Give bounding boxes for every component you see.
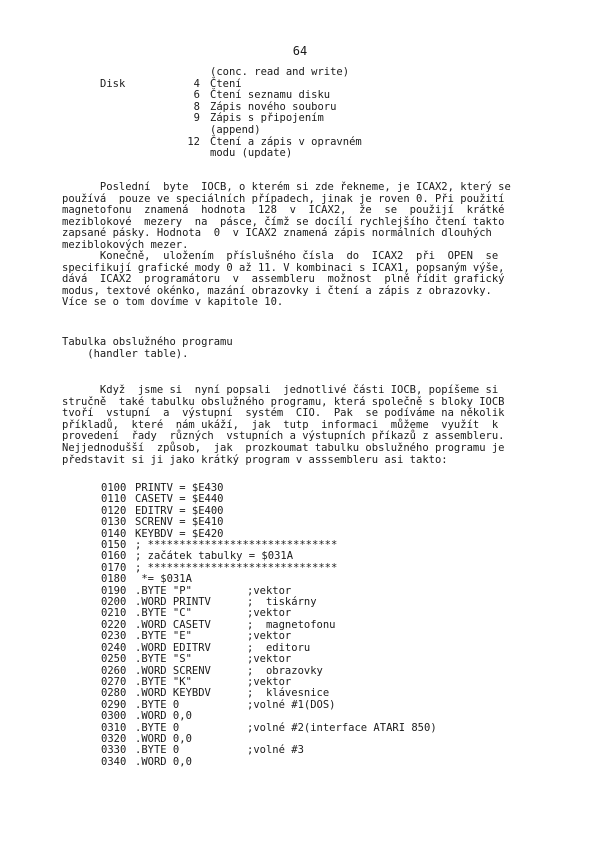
code-instruction: .WORD EDITRV — [135, 641, 211, 654]
code-line-number: 0300 — [101, 710, 127, 723]
code-instruction: .BYTE "P" — [135, 584, 192, 597]
disk-table-device — [100, 67, 168, 79]
disk-table-command-number: 6 — [193, 89, 200, 102]
code-line-number: 0100 — [101, 482, 127, 494]
disk-table-device — [100, 90, 168, 102]
code-line-number: 0270 — [101, 675, 127, 688]
disk-table-description: Zápis nového souboru — [210, 100, 337, 113]
text-line: zapsané pásky. Hodnota 0 v ICAX2 znamená zápis normálních dlouhých — [62, 227, 492, 240]
code-comment: ;vektor — [247, 630, 292, 643]
section-heading — [62, 337, 233, 360]
disk-command-table — [100, 67, 362, 160]
code-comment: ;volné #2(interface ATARI 850) — [247, 721, 437, 734]
code-line-number: 0330 — [101, 744, 127, 757]
code-line — [101, 631, 437, 642]
code-comment: ;volné #1(DOS) — [247, 698, 336, 711]
code-line-number: 0320 — [101, 732, 127, 745]
disk-table-row — [100, 148, 362, 160]
code-instruction: SCRENV = $E410 — [135, 516, 224, 529]
code-line-number: 0190 — [101, 584, 127, 597]
code-comment: ; editoru — [247, 641, 311, 654]
text-line: používá pouze ve speciálních případech, jinak je roven 0. Při použití — [62, 192, 505, 205]
code-line-number: 0130 — [101, 516, 127, 529]
code-line-number: 0110 — [101, 493, 127, 506]
text-line: Poslední byte IOCB, o kterém si zde řekneme, je ICAX2, který se — [62, 181, 511, 193]
code-comment: ;vektor — [247, 584, 292, 597]
text-line: stručně také tabulku obslužného programu, která společně s bloky IOCB — [62, 395, 505, 408]
disk-table-command-number — [168, 125, 210, 137]
disk-table-command-number: 4 — [193, 77, 200, 90]
paragraph-icax2 — [62, 182, 557, 252]
code-line-number: 0310 — [101, 721, 127, 734]
disk-table-command-number: 9 — [193, 112, 200, 125]
paragraph-graphics-modes — [62, 251, 557, 309]
code-line-number: 0290 — [101, 698, 127, 711]
code-line-number: 0200 — [101, 596, 127, 609]
code-instruction: ; ****************************** — [135, 561, 338, 574]
assembler-listing — [101, 483, 437, 768]
disk-table-device — [100, 137, 168, 149]
text-line: meziblokové mezery na pásce, čímž se docílí rychlejšího čtení takto — [62, 215, 505, 228]
code-instruction: *= $031A — [135, 573, 192, 586]
code-instruction: .BYTE 0 — [135, 698, 180, 711]
code-instruction: .BYTE "C" — [135, 607, 192, 620]
disk-table-command-number: 12 — [187, 135, 200, 148]
section-heading-line2: (handler table). — [62, 347, 189, 360]
code-instruction: .WORD KEYBDV — [135, 687, 211, 700]
code-line — [101, 711, 437, 722]
code-instruction: .WORD 0,0 — [135, 732, 192, 745]
code-instruction: ; ****************************** — [135, 539, 338, 552]
code-instruction: .WORD SCRENV — [135, 664, 211, 677]
code-line-number: 0220 — [101, 618, 127, 631]
code-line — [101, 757, 437, 768]
code-line-number: 0340 — [101, 755, 127, 768]
text-line: specifikují grafické mody 0 až 11. V kombinaci s ICAX1, popsaným výše, — [62, 261, 505, 274]
text-line: Konečně, uložením příslušného čísla do ICAX2 při OPEN se — [62, 250, 499, 262]
code-line — [101, 654, 437, 665]
section-heading-line1: Tabulka obslužného programu — [62, 336, 233, 348]
page-number: 64 — [292, 44, 308, 58]
disk-table-description: Čtení a zápis v opravném — [210, 135, 362, 148]
code-line-number: 0170 — [101, 561, 127, 574]
disk-table-device — [100, 148, 168, 160]
disk-table-description: Čtení — [210, 77, 242, 90]
text-line: Více se o tom dovíme v kapitole 10. — [62, 296, 284, 309]
code-instruction: .BYTE "E" — [135, 630, 192, 643]
disk-table-device — [100, 125, 168, 137]
code-instruction: .WORD 0,0 — [135, 710, 192, 723]
disk-table-description: modu (update) — [210, 147, 293, 160]
disk-table-command-number: 8 — [193, 100, 200, 113]
disk-table-device — [100, 102, 168, 114]
code-line-number: 0230 — [101, 630, 127, 643]
code-instruction: .WORD PRINTV — [135, 596, 211, 609]
code-line — [101, 517, 437, 528]
disk-table-command-number — [168, 148, 210, 160]
text-line: dává ICAX2 programátoru v assembleru možnost plně řídit grafický — [62, 273, 505, 286]
code-comment: ; tiskárny — [247, 596, 317, 609]
code-instruction: .BYTE "K" — [135, 675, 192, 688]
code-line-number: 0140 — [101, 527, 127, 540]
disk-table-description: (conc. read and write) — [210, 66, 350, 78]
text-line: příkladů, které nám ukáží, jak tutp informaci můžeme využít k — [62, 418, 499, 431]
code-comment: ;vektor — [247, 675, 292, 688]
code-instruction: .BYTE 0 — [135, 721, 180, 734]
disk-table-description: (append) — [210, 123, 261, 136]
text-line: magnetofonu znamená hodnota 128 v ICAX2, že se použijí krátké — [62, 204, 505, 217]
code-instruction: ; začátek tabulky = $031A — [135, 550, 294, 563]
code-instruction: .WORD CASETV — [135, 618, 211, 631]
code-line-number: 0250 — [101, 653, 127, 666]
text-line: provedení řady různých vstupních a výstupních příkazů z assembleru. — [62, 430, 505, 443]
paragraph-handler-intro — [62, 385, 557, 466]
code-comment: ; klávesnice — [247, 687, 330, 700]
code-instruction: CASETV = $E440 — [135, 493, 224, 506]
code-comment: ;volné #3 — [247, 744, 304, 757]
code-line — [101, 688, 437, 699]
code-comment: ;vektor — [247, 607, 292, 620]
code-instruction: .WORD 0,0 — [135, 755, 192, 768]
text-line: tvoří vstupní a výstupní systém CIO. Pak se podíváme na několik — [62, 407, 505, 420]
code-instruction: EDITRV = $E400 — [135, 504, 224, 517]
code-comment: ; magnetofonu — [247, 618, 336, 631]
disk-table-device: Disk — [100, 77, 126, 90]
disk-table-description: Zápis s připojením — [210, 112, 324, 125]
code-instruction: PRINTV = $E430 — [135, 482, 224, 494]
text-line: představit si ji jako krátký program v asssembleru asi takto: — [62, 453, 448, 466]
code-line-number: 0280 — [101, 687, 127, 700]
code-line-number: 0180 — [101, 573, 127, 586]
code-instruction: .BYTE "S" — [135, 653, 192, 666]
text-line: Když jsme si nyní popsali jednotlivé části IOCB, popíšeme si — [62, 384, 499, 396]
text-line: modus, textové okénko, mazání obrazovky i čtení a zápis z obrazovky. — [62, 284, 492, 297]
disk-table-description: Čtení seznamu disku — [210, 89, 331, 102]
code-line-number: 0120 — [101, 504, 127, 517]
code-line-number: 0160 — [101, 550, 127, 563]
code-comment: ;vektor — [247, 653, 292, 666]
text-line: meziblokových mezer. — [62, 238, 189, 251]
code-instruction: .BYTE 0 — [135, 744, 180, 757]
text-line: Nejjednodušší způsob, jak prozkoumat tabulku obslužného programu je — [62, 441, 505, 454]
disk-table-device — [100, 113, 168, 125]
code-line-number: 0260 — [101, 664, 127, 677]
code-line-number: 0150 — [101, 539, 127, 552]
disk-table-row — [100, 125, 362, 137]
code-line-number: 0210 — [101, 607, 127, 620]
disk-table-command-number — [168, 67, 210, 79]
code-comment: ; obrazovky — [247, 664, 323, 677]
code-line — [101, 574, 437, 585]
disk-table-row — [100, 67, 362, 79]
code-line-number: 0240 — [101, 641, 127, 654]
code-instruction: KEYBDV = $E420 — [135, 527, 224, 540]
